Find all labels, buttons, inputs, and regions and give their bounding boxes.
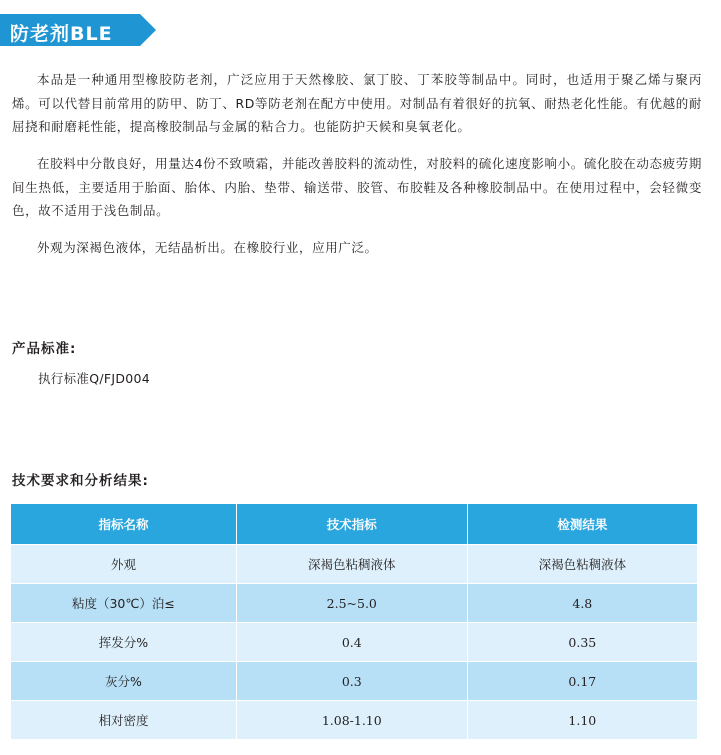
tech-heading: 技术要求和分析结果:: [12, 473, 149, 489]
table-header-row: [11, 504, 698, 545]
cell-spec: 2.5~5.0: [236, 584, 467, 623]
intro-paragraph-1: 本品是一种通用型橡胶防老剂，广泛应用于天然橡胶、氯丁胶、丁苯胶等制品中。同时，也适用于聚乙烯与聚丙烯。可以代替目前常用的防甲、防丁、RD等防老剂在配方中使用。对制品有着很好的抗氧、耐热老化性能。有优越的耐屈挠和耐磨耗性能，提高橡胶制品与金属的粘合力。也能防护天候和臭氧老化。: [12, 72, 702, 134]
column-header-spec: 技术指标: [236, 504, 467, 545]
intro-paragraph-2: 在胶料中分散良好，用量达4份不致喷霜，并能改善胶料的流动性，对胶料的硫化速度影响小。硫化胶在动态疲劳期间生热低，主要适用于胎面、胎体、内胎、垫带、输送带、胶管、布胶鞋及各种橡胶制品中。在使用过程中，会轻微变色，故不适用于浅色制品。: [12, 156, 702, 218]
column-header-result: 检测结果: [467, 504, 697, 545]
standard-value: 执行标准Q/FJD004: [38, 371, 151, 386]
cell-result: 4.8: [467, 584, 697, 623]
cell-name: 挥发分%: [11, 623, 237, 662]
cell-spec: 0.3: [236, 662, 467, 701]
cell-result: 0.35: [467, 623, 697, 662]
page-title: 防老剂BLE: [10, 23, 113, 45]
cell-name: 粘度（30℃）泊≤: [11, 584, 237, 623]
title-banner: [0, 14, 140, 46]
table-row: [11, 662, 698, 701]
table-row: [11, 623, 698, 662]
table-row: [11, 584, 698, 623]
cell-spec: 深褐色粘稠液体: [236, 545, 467, 584]
spec-table: [10, 503, 698, 740]
standard-heading: 产品标准:: [12, 341, 77, 357]
cell-name: 灰分%: [11, 662, 237, 701]
table-row: [11, 701, 698, 740]
cell-result: 深褐色粘稠液体: [467, 545, 697, 584]
intro-paragraph-3: 外观为深褐色液体，无结晶析出。在橡胶行业，应用广泛。: [37, 240, 378, 255]
cell-result: 0.17: [467, 662, 697, 701]
cell-name: 相对密度: [11, 701, 237, 740]
cell-name: 外观: [11, 545, 237, 584]
cell-spec: 1.08-1.10: [236, 701, 467, 740]
cell-spec: 0.4: [236, 623, 467, 662]
table-row: [11, 545, 698, 584]
cell-result: 1.10: [467, 701, 697, 740]
column-header-name: 指标名称: [11, 504, 237, 545]
